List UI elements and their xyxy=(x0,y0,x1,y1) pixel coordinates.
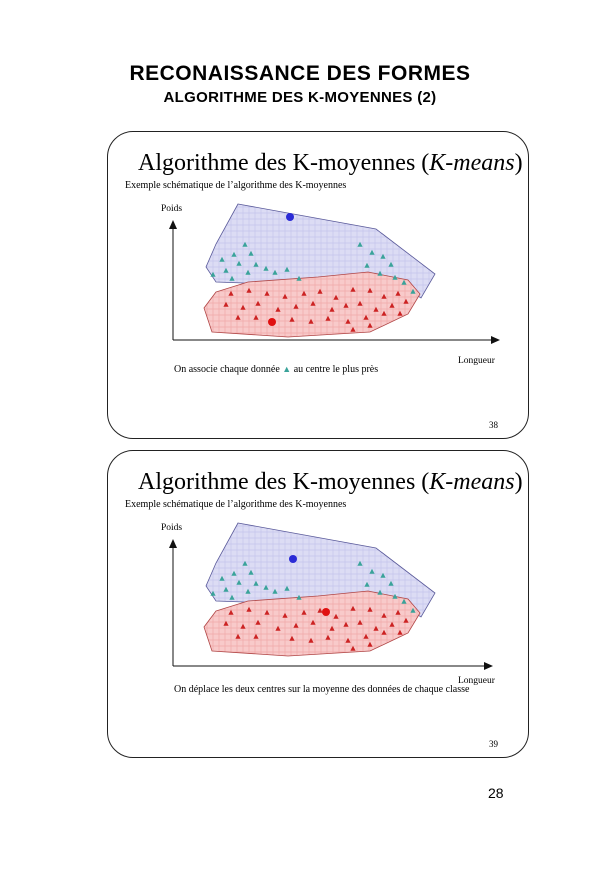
x-axis-label: Longueur xyxy=(458,356,495,366)
blue-centroid xyxy=(286,213,294,221)
kmeans-scatter-plot xyxy=(108,451,528,757)
slide-subtitle: Exemple schématique de l’algorithme des K-moyennes xyxy=(125,499,347,510)
slide-title: Algorithme des K-moyennes (K-means) xyxy=(138,469,523,495)
page-title: RECONAISSANCE DES FORMES xyxy=(129,62,471,85)
slide-title: Algorithme des K-moyennes (K-means) xyxy=(138,150,523,176)
page-subtitle: ALGORITHME DES K-MOYENNES (2) xyxy=(163,89,437,106)
slide-38 xyxy=(107,131,529,439)
slide-39 xyxy=(107,450,529,758)
red-centroid xyxy=(268,318,276,326)
red-centroid xyxy=(322,608,330,616)
slide-number: 39 xyxy=(489,739,498,749)
slide-caption: On associe chaque donnée ▲ au centre le plus près xyxy=(174,364,379,375)
blue-centroid xyxy=(289,555,297,563)
slide-caption: On déplace les deux centres sur la moyenne des données de chaque classe xyxy=(174,684,470,695)
page-number: 28 xyxy=(488,785,504,801)
kmeans-scatter-plot xyxy=(108,132,528,438)
x-axis-label: Longueur xyxy=(458,676,495,686)
y-axis-label: Poids xyxy=(161,204,183,214)
y-axis-label: Poids xyxy=(161,523,183,533)
slide-subtitle: Exemple schématique de l’algorithme des K-moyennes xyxy=(125,180,347,191)
slide-number: 38 xyxy=(489,420,498,430)
triangle-icon: ▲ xyxy=(282,364,292,374)
